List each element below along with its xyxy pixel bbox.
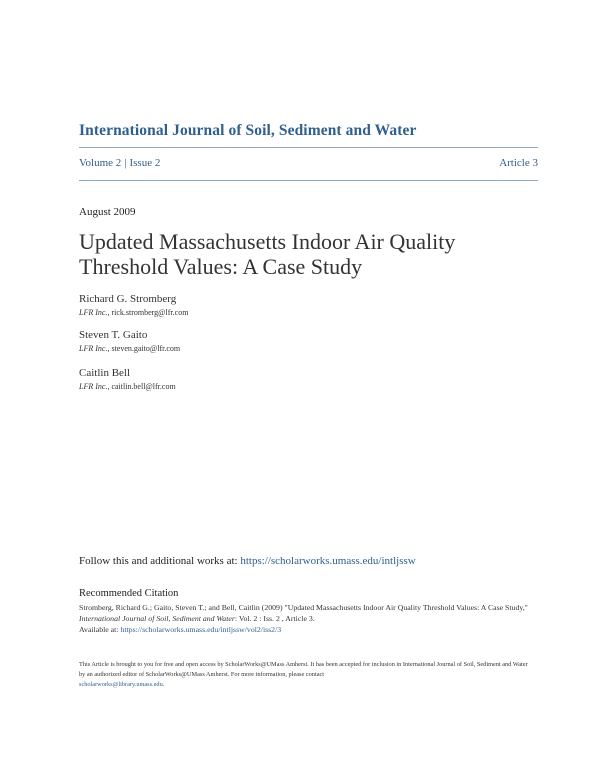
issue-link[interactable]: Issue 2: [129, 157, 161, 169]
footer-notice: [79, 660, 529, 690]
author-name[interactable]: Richard G. Stromberg: [79, 293, 177, 305]
author-org: LFR Inc.: [79, 382, 108, 391]
article-title: [79, 229, 519, 279]
author-block: [79, 292, 188, 319]
author-affiliation: LFR Inc., steven.gaito@lfr.com: [79, 344, 181, 353]
article-number-link[interactable]: Article 3: [499, 157, 538, 169]
author-block: [79, 366, 176, 393]
citation-journal: International Journal of Soil, Sediment and Water: [79, 614, 235, 623]
citation-text: [79, 602, 529, 635]
author-email[interactable]: caitlin.bell@lfr.com: [111, 382, 176, 391]
author-affiliation: LFR Inc., rick.stromberg@lfr.com: [79, 308, 189, 317]
author-name[interactable]: Steven T. Gaito: [79, 329, 148, 341]
header-rule-bottom: [79, 180, 538, 181]
volume-link[interactable]: Volume 2: [79, 157, 122, 169]
author-email[interactable]: steven.gaito@lfr.com: [111, 344, 181, 353]
recommended-citation-heading: Recommended Citation: [79, 588, 179, 599]
journal-title[interactable]: International Journal of Soil, Sediment and Water: [79, 122, 417, 139]
volume-issue-line: [79, 157, 160, 169]
contact-email-link[interactable]: scholarworks@library.umass.edu: [79, 681, 163, 688]
author-name[interactable]: Caitlin Bell: [79, 367, 131, 379]
author-org: LFR Inc.: [79, 344, 108, 353]
header-rule-top: [79, 147, 538, 148]
follow-line: [79, 555, 416, 567]
author-affiliation: LFR Inc., caitlin.bell@lfr.com: [79, 382, 176, 391]
available-at-label: Available at:: [79, 625, 119, 634]
footer-text: This Article is brought to you for free and open access by ScholarWorks@UMass Amherst. It has been accepted for inclusion in International Journal of Soil, Sediment and Water by an authorized editor of ScholarWorks@UMass Amherst. For more information, please contact: [79, 661, 528, 678]
article-title-line-2: Threshold Values: A Case Study: [79, 254, 363, 279]
citation-line-2-suffix: : Vol. 2 : Iss. 2 , Article 3.: [234, 614, 315, 623]
volume-issue-separator: |: [124, 157, 127, 169]
citation-line-2-prefix: Case Study,": [487, 603, 528, 612]
citation-line-1: Stromberg, Richard G.; Gaito, Steven T.; and Bell, Caitlin (2009) "Updated Massachusetts Indoor Air Quality Threshold Values: A: [79, 603, 486, 612]
citation-link[interactable]: https://scholarworks.umass.edu/intljssw/vol2/iss2/3: [120, 625, 282, 634]
author-email[interactable]: rick.stromberg@lfr.com: [111, 308, 189, 317]
follow-text: Follow this and additional works at:: [79, 555, 238, 567]
author-block: [79, 328, 180, 355]
author-org: LFR Inc.: [79, 308, 108, 317]
publication-date: August 2009: [79, 206, 136, 218]
article-title-line-1: Updated Massachusetts Indoor Air Quality: [79, 229, 456, 254]
footer-end: .: [162, 681, 165, 688]
follow-link[interactable]: https://scholarworks.umass.edu/intljssw: [240, 555, 416, 567]
